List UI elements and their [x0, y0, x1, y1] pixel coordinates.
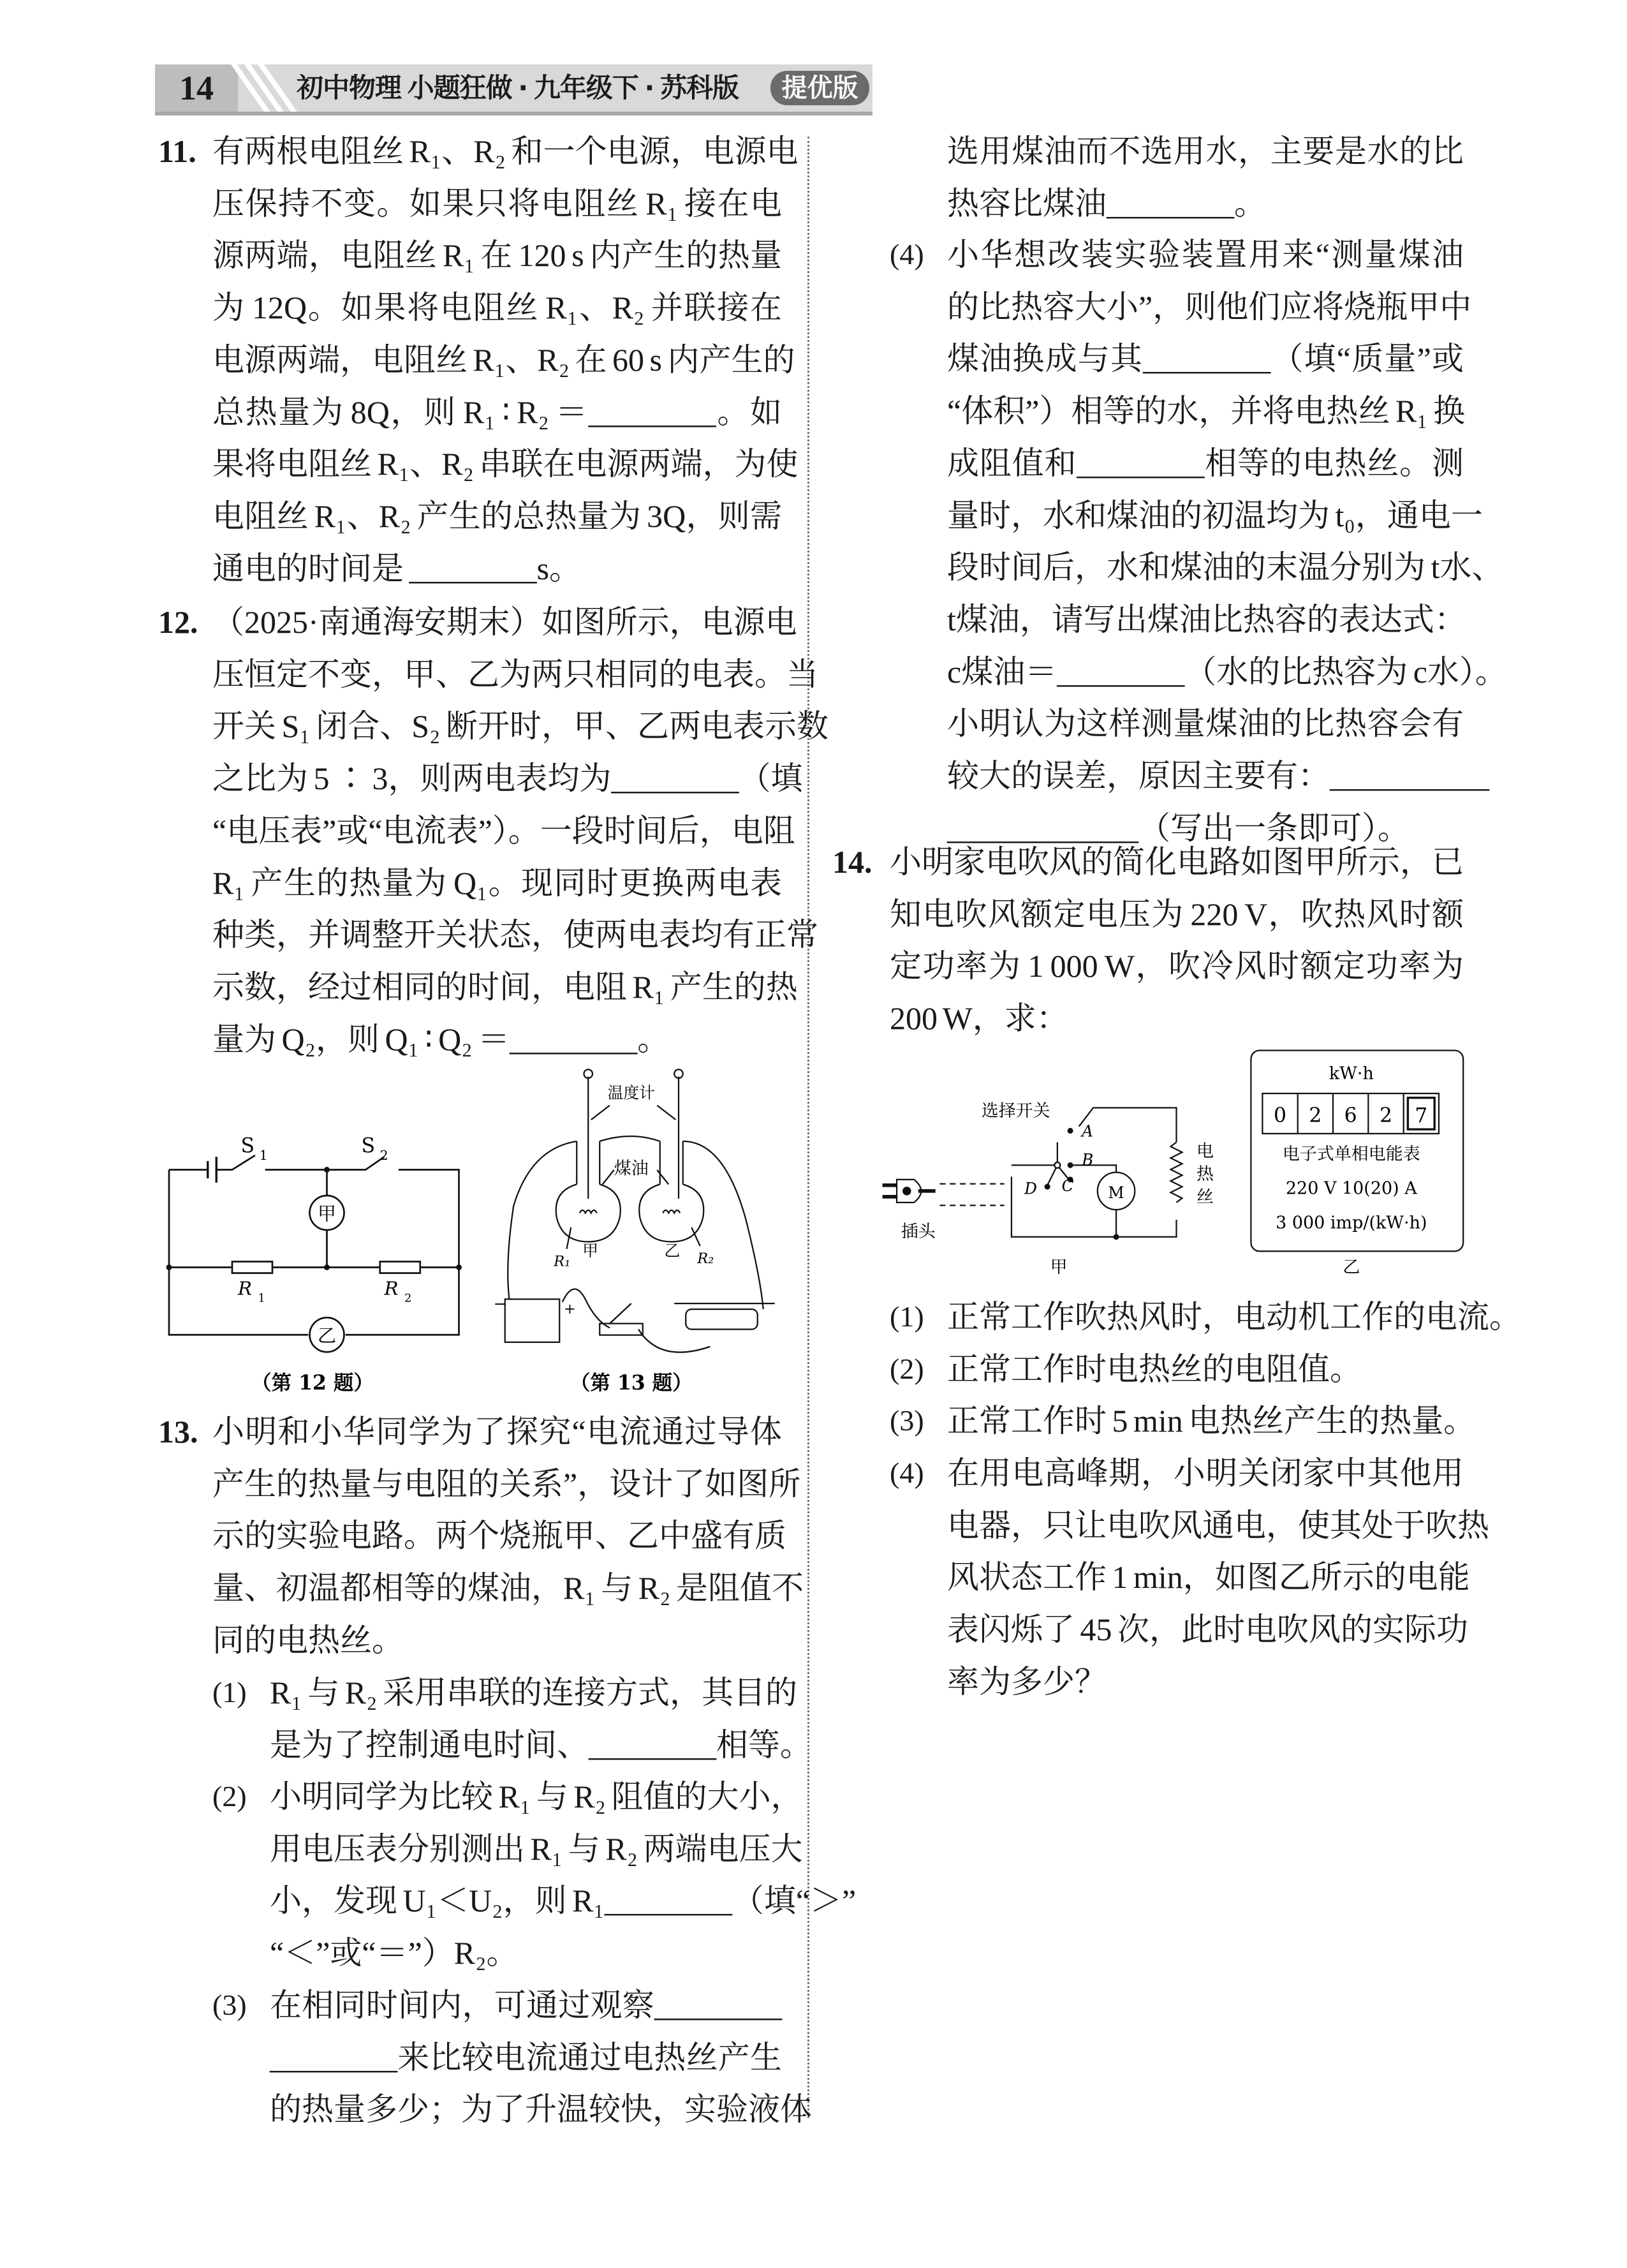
- s2-subscript: 2: [379, 1147, 388, 1163]
- meter-rating: 220 V 10(20) A: [1285, 1178, 1417, 1199]
- meter-digit: 7: [1415, 1104, 1428, 1127]
- meter-digit: 0: [1274, 1104, 1287, 1127]
- text-line: 通电的时间是 ________s。: [212, 550, 581, 586]
- text-line: 有两根电阻丝 R₁、R₂ 和一个电源，电源电: [212, 133, 799, 169]
- text-line: 的比热容大小”，则他们应将烧瓶甲中: [947, 288, 1472, 325]
- text-line: 煤油换成与其________（填“质量”或: [947, 341, 1464, 377]
- contact-a: A: [1082, 1122, 1093, 1141]
- column-divider: [807, 137, 809, 2118]
- flask-yi-label: 乙: [664, 1241, 681, 1260]
- figure-yi-label: 乙: [1343, 1257, 1360, 1278]
- contact-d: D: [1024, 1179, 1037, 1198]
- meter-name: 电子式单相电能表: [1282, 1144, 1420, 1164]
- sub-question-number: (2): [212, 1780, 247, 1812]
- text-line: 果将电阻丝 R₁、R₂ 串联在电源两端，为使: [212, 446, 799, 482]
- text-line: 是为了控制通电时间、________相等。: [270, 1726, 812, 1763]
- text-line: 开关 S₁ 闭合、S₂ 断开时，甲、乙两电表示数: [212, 708, 828, 745]
- text-line: 电源两端，电阻丝 R₁、R₂ 在 60 s 内产生的: [212, 341, 795, 378]
- text-line: 较大的误差，原因主要有：__________: [947, 758, 1489, 794]
- text-line: 选用煤油而不选用水，主要是水的比: [947, 133, 1464, 169]
- contact-c: C: [1061, 1176, 1074, 1195]
- heater-label: 丝: [1196, 1187, 1214, 1207]
- heater-label: 电: [1196, 1141, 1214, 1161]
- sub-question-number: (4): [890, 238, 924, 271]
- battery-plus: +: [564, 1300, 576, 1317]
- meter-unit: kW·h: [1329, 1064, 1374, 1084]
- text-line: 源两端，电阻丝 R₁ 在 120 s 内产生的热量: [212, 237, 782, 274]
- text-line: 小明同学为比较 R₁ 与 R₂ 阻值的大小，: [270, 1779, 803, 1814]
- text-line: ____________（写出一条即可）。: [947, 810, 1410, 846]
- figure-13-caption: （第 13 题）: [570, 1371, 693, 1395]
- r2-label: R₂: [697, 1250, 714, 1268]
- text-line: 小明和小华同学为了探究“电流通过导体: [212, 1414, 782, 1449]
- text-line: 风状态工作 1 min，如图乙所示的电能: [947, 1559, 1470, 1596]
- text-line: 小明认为这样测量煤油的比热容会有: [947, 706, 1464, 742]
- text-line: 正常工作吹热风时，电动机工作的电流。: [947, 1299, 1521, 1335]
- text-line: 示数，经过相同的时间，电阻 R₁ 产生的热: [212, 968, 798, 1005]
- r1-label: R: [238, 1277, 253, 1300]
- plug-label: 插头: [901, 1221, 936, 1241]
- text-line: 压恒定不变，甲、乙为两只相同的电表。当: [212, 656, 818, 692]
- text-line: 正常工作时电热丝的电阻值。: [947, 1351, 1362, 1387]
- r1-label: R₁: [554, 1253, 571, 1270]
- selector-switch-label: 选择开关: [981, 1101, 1050, 1121]
- text-line: t煤油，请写出煤油比热容的表达式：: [947, 601, 1466, 637]
- heater-label: 热: [1196, 1164, 1214, 1184]
- r1-subscript: 1: [258, 1291, 265, 1305]
- thermometer-label: 温度计: [607, 1083, 655, 1102]
- s1-label: S: [240, 1134, 255, 1158]
- figure-12-circuit: [158, 1076, 473, 1407]
- meter-digits: [1274, 1093, 1434, 1134]
- sub-question-number: (3): [212, 1989, 247, 2021]
- page-header: [155, 64, 872, 115]
- battery-minus: −: [493, 1294, 507, 1314]
- text-line: 定功率为 1 000 W，吹冷风时额定功率为: [890, 948, 1464, 984]
- flask-jia-label: 甲: [582, 1241, 598, 1260]
- text-line: 热容比煤油________。: [947, 185, 1266, 221]
- text-line: “＜”或“＝”）R₂。: [270, 1935, 519, 1971]
- text-line: “电压表”或“电流表”）。一段时间后，电阻: [212, 812, 795, 849]
- text-line: “体积”）相等的水，并将电热丝 R₁ 换: [947, 393, 1466, 429]
- text-line: 量时，水和煤油的初温均为 t₀，通电一: [947, 497, 1483, 533]
- text-line: 总热量为 8Q，则 R₁ ∶ R₂ ＝________。如: [212, 394, 782, 430]
- text-line: 正常工作时 5 min 电热丝产生的热量。: [947, 1403, 1476, 1439]
- text-line: 为 12Q。如果将电阻丝 R₁、R₂ 并联接在: [212, 290, 782, 326]
- text-line: 量为 Q₂，则 Q₁ ∶ Q₂ ＝________。: [212, 1021, 670, 1057]
- text-line: 电器，只让电吹风通电，使其处于吹热: [947, 1507, 1489, 1543]
- r2-label: R: [384, 1277, 399, 1300]
- text-line: 量、初温都相等的煤油，R₁ 与 R₂ 是阻值不: [212, 1570, 804, 1606]
- text-line: 的热量多少；为了升温较快，实验液体: [270, 2091, 812, 2128]
- text-line: 产生的热量与电阻的关系”，设计了如图所: [212, 1465, 801, 1502]
- text-line: 压保持不变。如果只将电阻丝 R₁ 接在电: [212, 185, 782, 221]
- question-number: 12.: [158, 604, 198, 640]
- text-line: 电阻丝 R₁、R₂ 产生的总热量为 3Q，则需: [212, 498, 782, 534]
- text-line: 知电吹风额定电压为 220 V，吹热风时额: [890, 896, 1464, 932]
- contact-b: B: [1082, 1150, 1094, 1169]
- text-line: 段时间后，水和煤油的末温分别为 t水、: [947, 549, 1504, 586]
- figure-14: [875, 1048, 1478, 1284]
- text-line: 200 W，求：: [890, 1000, 1068, 1037]
- question-number: 13.: [158, 1414, 198, 1449]
- figure-12-caption: （第 12 题）: [251, 1370, 374, 1395]
- text-line: 用电压表分别测出 R₁ 与 R₂ 两端电压大: [270, 1830, 803, 1867]
- s1-subscript: 1: [259, 1147, 268, 1163]
- meter-constant: 3 000 imp/(kW·h): [1276, 1213, 1427, 1233]
- text-line: 成阻值和________相等的电热丝。测: [947, 445, 1464, 481]
- sub-question-number: (1): [212, 1676, 247, 1708]
- text-line: 之比为 5 ∶ 3，则两电表均为________（填: [212, 760, 803, 797]
- text-line: 小华想改装实验装置用来“测量煤油: [947, 237, 1464, 272]
- text-line: 率为多少？: [947, 1663, 1107, 1700]
- s2-label: S: [361, 1134, 376, 1158]
- sub-question-number: (3): [890, 1404, 924, 1437]
- meter-digit: 2: [1379, 1104, 1393, 1127]
- text-line: 小明家电吹风的简化电路如图甲所示，已: [890, 844, 1464, 880]
- text-line: 表闪烁了 45 次，此时电吹风的实际功: [947, 1612, 1468, 1648]
- kerosene-label: 煤油: [614, 1159, 649, 1179]
- meter-digit: 6: [1344, 1104, 1357, 1127]
- meter-digit: 2: [1309, 1104, 1322, 1127]
- book-title: 初中物理 小题狂做 · 九年级下 · 苏科版: [297, 72, 739, 103]
- sub-question-number: (2): [890, 1353, 924, 1385]
- question-number: 14.: [832, 844, 872, 880]
- text-line: ________来比较电流通过电热丝产生: [270, 2039, 782, 2075]
- text-line: R₁ 与 R₂ 采用串联的连接方式，其目的: [270, 1675, 798, 1710]
- meter-jia: 甲: [317, 1203, 337, 1225]
- text-line: 小，发现 U₁＜U₂，则 R₁________（填“＞”: [270, 1883, 857, 1919]
- r2-subscript: 2: [404, 1291, 412, 1305]
- meter-yi: 乙: [317, 1324, 337, 1347]
- figure-jia-label: 甲: [1050, 1257, 1068, 1278]
- text-line: R₁ 产生的热量为 Q₁。现同时更换两电表: [212, 864, 782, 901]
- figure-13-apparatus: [495, 1062, 782, 1400]
- edition-badge: 提优版: [770, 71, 869, 105]
- text-line: 同的电热丝。: [212, 1622, 404, 1658]
- text-line: （2025·南通海安期末）如图所示，电源电: [212, 604, 797, 640]
- text-line: c煤油＝________（水的比热容为 c水）。: [947, 653, 1507, 690]
- text-line: 在相同时间内，可通过观察________: [270, 1987, 782, 2023]
- text-line: 在用电高峰期，小明关闭家中其他用: [947, 1455, 1464, 1491]
- text-line: 示的实验电路。两个烧瓶甲、乙中盛有质: [212, 1518, 786, 1554]
- motor-icon: M: [1108, 1183, 1124, 1203]
- sub-question-number: (4): [890, 1456, 924, 1489]
- sub-question-number: (1): [890, 1300, 924, 1333]
- page-number: 14: [155, 64, 238, 112]
- question-number: 11.: [158, 133, 196, 169]
- text-line: 种类，并调整开关状态，使两电表均有正常: [212, 917, 818, 953]
